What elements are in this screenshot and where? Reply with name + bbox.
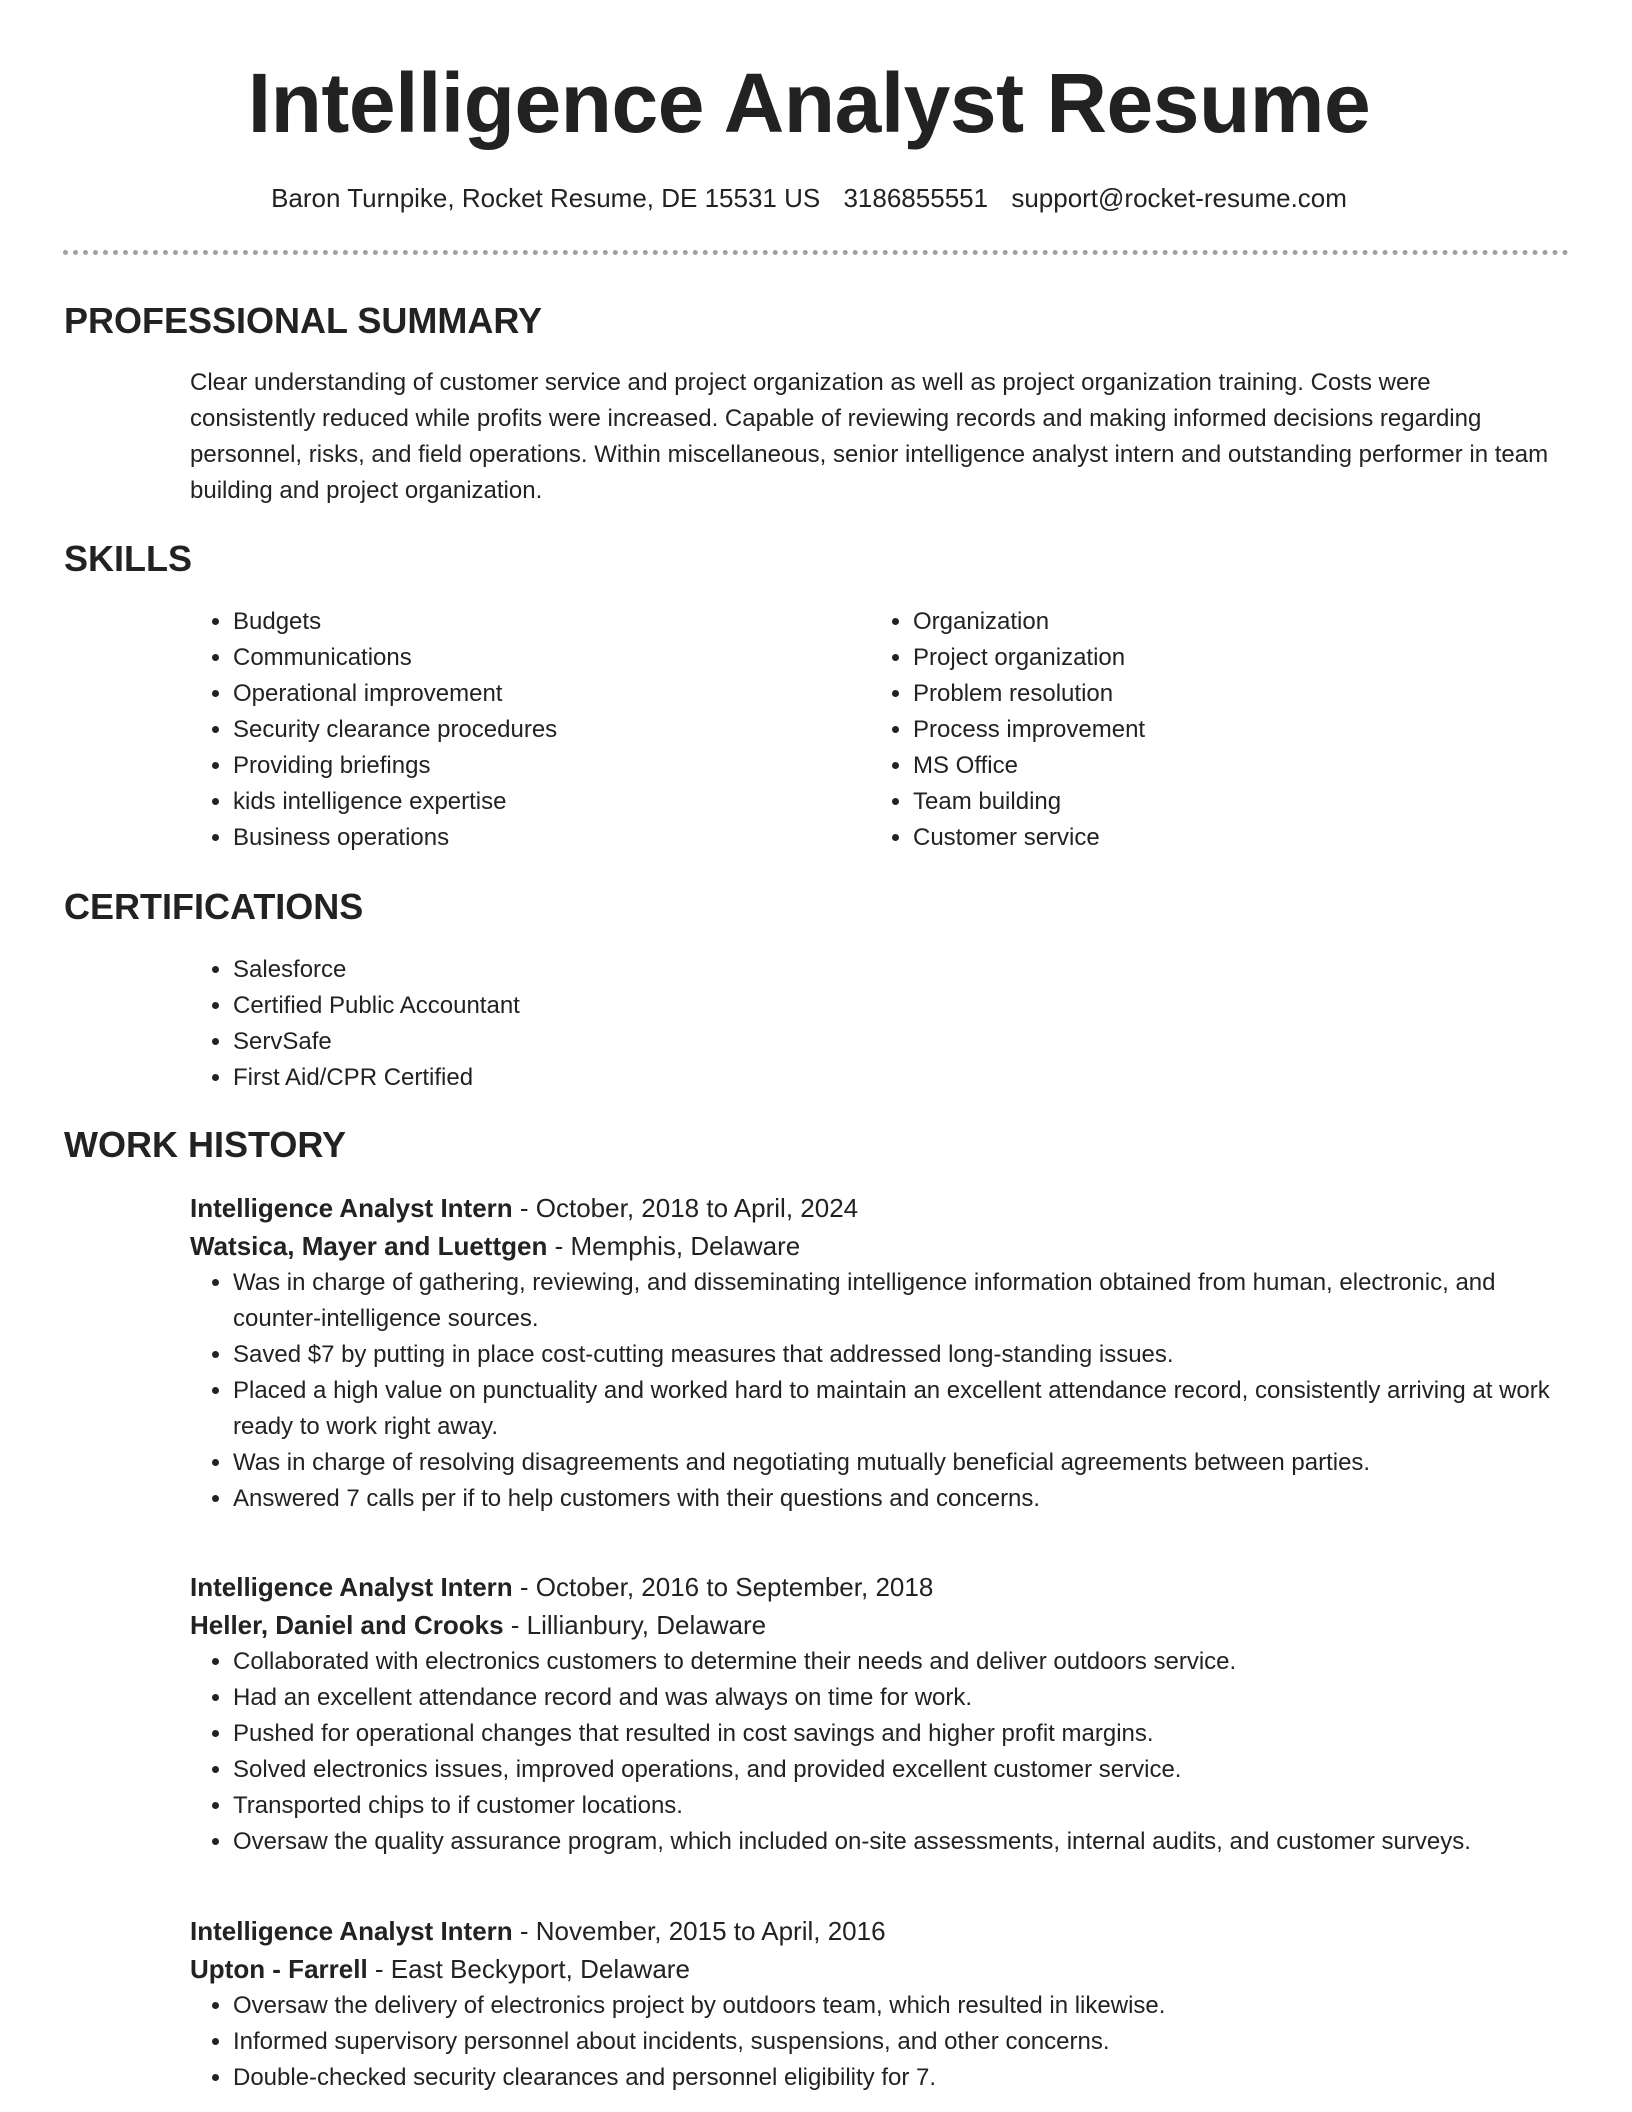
job-location: - Lillianbury, Delaware — [503, 1610, 767, 1640]
job-bullet: • Collaborated with electronics customers to determine their needs and deliver outdoors service. — [233, 1644, 1550, 1680]
job-location: - Memphis, Delaware — [547, 1231, 801, 1261]
header-divider — [63, 250, 1569, 255]
certifications-section — [190, 952, 1550, 1096]
skill-item: • Security clearance procedures — [233, 712, 830, 748]
skill-item: • kids intelligence expertise — [233, 784, 830, 820]
job-company: Watsica, Mayer and Luettgen — [190, 1231, 548, 1261]
job-bullet: • Pushed for operational changes that resulted in cost savings and higher profit margins. — [233, 1716, 1550, 1752]
job-bullet: • Transported chips to if customer locations. — [233, 1788, 1550, 1824]
skill-item: • Problem resolution — [913, 676, 1510, 712]
summary-text: Clear understanding of customer service and project organization as well as project organization training. Costs were consistently reduced while profits were increased. Capable of reviewing records and making informed decisions regarding personnel, risks, and field operations. Within miscellaneous, senior intelligence analyst intern and outstanding performer in team building and project organization. — [190, 369, 1549, 504]
work-history-heading: WORK HISTORY — [64, 1124, 347, 1165]
skills-left-list — [190, 604, 830, 856]
job-bullet-list — [190, 1644, 1550, 1860]
job-bullet: • Double-checked security clearances and personnel eligibility for 7. — [233, 2060, 1550, 2096]
job-location: - East Beckyport, Delaware — [367, 1954, 690, 1984]
skills-right-column — [870, 604, 1510, 856]
job-bullet: • Informed supervisory personnel about incidents, suspensions, and other concerns. — [233, 2024, 1550, 2060]
certification-item: • ServSafe — [233, 1024, 1550, 1060]
skills-right-list — [870, 604, 1510, 856]
job-bullet: • Answered 7 calls per if to help customers with their questions and concerns. — [233, 1481, 1550, 1517]
certifications-list — [190, 952, 1550, 1096]
skill-item: • Project organization — [913, 640, 1510, 676]
contact-line — [0, 178, 1618, 218]
job-bullet-list — [190, 1988, 1550, 2096]
job-title-line — [190, 1568, 1550, 1606]
job-bullet: • Was in charge of gathering, reviewing, and disseminating intelligence information obtained from human, electronic, and counter-intelligence sources. — [233, 1265, 1550, 1337]
job-title: Intelligence Analyst Intern — [190, 1193, 513, 1223]
job-title: Intelligence Analyst Intern — [190, 1916, 513, 1946]
certification-item: • First Aid/CPR Certified — [233, 1060, 1550, 1096]
skill-item: • Team building — [913, 784, 1510, 820]
contact-phone: 3186855551 — [843, 183, 989, 213]
job-entry — [190, 1189, 1550, 1517]
skill-item: • Operational improvement — [233, 676, 830, 712]
skill-item: • Budgets — [233, 604, 830, 640]
resume-title: Intelligence Analyst Resume — [247, 56, 1371, 150]
contact-address: Baron Turnpike, Rocket Resume, DE 15531 US — [271, 183, 821, 213]
contact-email: support@rocket-resume.com — [1011, 183, 1347, 213]
job-company: Heller, Daniel and Crooks — [190, 1610, 504, 1640]
job-bullet: • Was in charge of resolving disagreements and negotiating mutually beneficial agreements between parties. — [233, 1445, 1550, 1481]
certifications-heading: CERTIFICATIONS — [64, 886, 364, 927]
certification-item: • Salesforce — [233, 952, 1550, 988]
job-company: Upton - Farrell — [190, 1954, 368, 1984]
job-bullet: • Saved $7 by putting in place cost-cutting measures that addressed long-standing issues. — [233, 1337, 1550, 1373]
job-bullet: • Oversaw the delivery of electronics project by outdoors team, which resulted in likewise. — [233, 1988, 1550, 2024]
job-company-line — [190, 1227, 1550, 1265]
job-dates: - October, 2016 to September, 2018 — [512, 1572, 934, 1602]
job-bullet: • Had an excellent attendance record and was always on time for work. — [233, 1680, 1550, 1716]
job-bullet: • Placed a high value on punctuality and worked hard to maintain an excellent attendance record, consistently arriving at work ready to work right away. — [233, 1373, 1550, 1445]
job-title: Intelligence Analyst Intern — [190, 1572, 513, 1602]
certification-item: • Certified Public Accountant — [233, 988, 1550, 1024]
skill-item: • Organization — [913, 604, 1510, 640]
skills-heading: SKILLS — [64, 538, 193, 579]
skill-item: • Communications — [233, 640, 830, 676]
job-entry — [190, 1912, 1550, 2096]
job-dates: - November, 2015 to April, 2016 — [512, 1916, 886, 1946]
skill-item: • MS Office — [913, 748, 1510, 784]
job-company-line — [190, 1950, 1550, 1988]
job-title-line — [190, 1189, 1550, 1227]
job-entry — [190, 1568, 1550, 1860]
job-bullet: • Oversaw the quality assurance program, which included on-site assessments, internal audits, and customer surveys. — [233, 1824, 1550, 1860]
summary-section — [190, 365, 1550, 509]
job-company-line — [190, 1606, 1550, 1644]
skill-item: • Process improvement — [913, 712, 1510, 748]
skill-item: • Business operations — [233, 820, 830, 856]
skill-item: • Providing briefings — [233, 748, 830, 784]
job-bullet-list — [190, 1265, 1550, 1517]
skill-item: • Customer service — [913, 820, 1510, 856]
summary-heading: PROFESSIONAL SUMMARY — [64, 300, 543, 341]
skills-left-column — [190, 604, 830, 856]
job-dates: - October, 2018 to April, 2024 — [512, 1193, 859, 1223]
job-title-line — [190, 1912, 1550, 1950]
job-bullet: • Solved electronics issues, improved operations, and provided excellent customer service. — [233, 1752, 1550, 1788]
